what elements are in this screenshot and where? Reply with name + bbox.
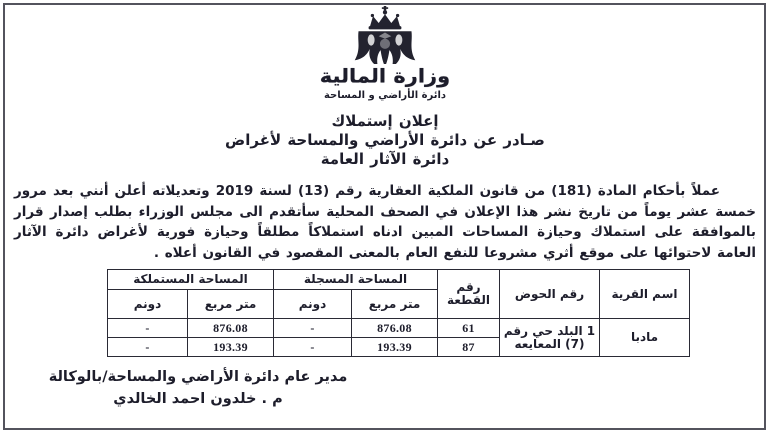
expropriation-table bbox=[107, 269, 690, 357]
cell-expropriated-sqm: 876.08 bbox=[188, 319, 274, 338]
cell-expropriated-dunum: - bbox=[108, 319, 188, 338]
signature-block bbox=[24, 366, 372, 410]
announcement-title bbox=[0, 112, 770, 169]
department-name: دائرة الأراضي و المساحة bbox=[323, 90, 447, 101]
header-expropriated-dunum: دونم bbox=[108, 290, 188, 319]
header-basin: رقم الحوض bbox=[500, 270, 600, 319]
cell-expropriated-dunum: - bbox=[108, 338, 188, 357]
title-line-2: صـادر عن دائرة الأراضي والمساحة لأغراض bbox=[225, 131, 545, 149]
cell-expropriated-sqm: 193.39 bbox=[188, 338, 274, 357]
cell-registered-sqm: 193.39 bbox=[352, 338, 438, 357]
title-line-1: إعلان إستملاك bbox=[331, 112, 439, 130]
cell-parcel: 87 bbox=[438, 338, 500, 357]
cell-registered-sqm: 876.08 bbox=[352, 319, 438, 338]
cell-parcel: 61 bbox=[438, 319, 500, 338]
letterhead bbox=[0, 0, 770, 101]
signature-title: مدير عام دائرة الأراضي والمساحة/بالوكالة bbox=[48, 369, 348, 385]
cell-basin: 1 البلد حي رقم (7) المعايعه bbox=[500, 319, 600, 357]
ministry-calligraphy: وزارة المالية bbox=[319, 64, 451, 88]
header-parcel: رقم القطعة bbox=[438, 270, 500, 319]
table-row bbox=[108, 319, 690, 338]
jordan-coat-of-arms-icon bbox=[339, 6, 431, 64]
header-registered-dunum: دونم bbox=[274, 290, 352, 319]
cell-registered-dunum: - bbox=[274, 338, 352, 357]
cell-village: مادبا bbox=[600, 319, 690, 357]
header-expropriated-area: المساحة المستملكة bbox=[108, 270, 274, 290]
cell-registered-dunum: - bbox=[274, 319, 352, 338]
body-paragraph: عملاً بأحكام المادة (181) من قانون الملكية العقارية رقم (13) لسنة 2019 وتعديلاته أعلن أنني بعد مرور خمسة عشر يوماً من تاريخ نشر هذا الإعلان في الصحف المحلية سأتقدم الى مجلس الوزراء بطلب إصدار قرار بالموافقة على استملاك وحيازة المساحات المبين ادناه استملاكاً مطلقاً وحيازة فورية لأغراض دائرة الآثار العامة لاحتوائها على موقع أثري مشروعا للنفع العام بالمعنى المقصود في القانون أعلاه . bbox=[14, 183, 756, 261]
header-village: اسم القرية bbox=[600, 270, 690, 319]
header-expropriated-sqm: متر مربع bbox=[188, 290, 274, 319]
title-line-3: دائرة الآثار العامة bbox=[320, 150, 450, 168]
header-registered-area: المساحة المسجلة bbox=[274, 270, 438, 290]
header-registered-sqm: متر مربع bbox=[352, 290, 438, 319]
signature-name: م . خلدون احمد الخالدي bbox=[113, 391, 283, 407]
